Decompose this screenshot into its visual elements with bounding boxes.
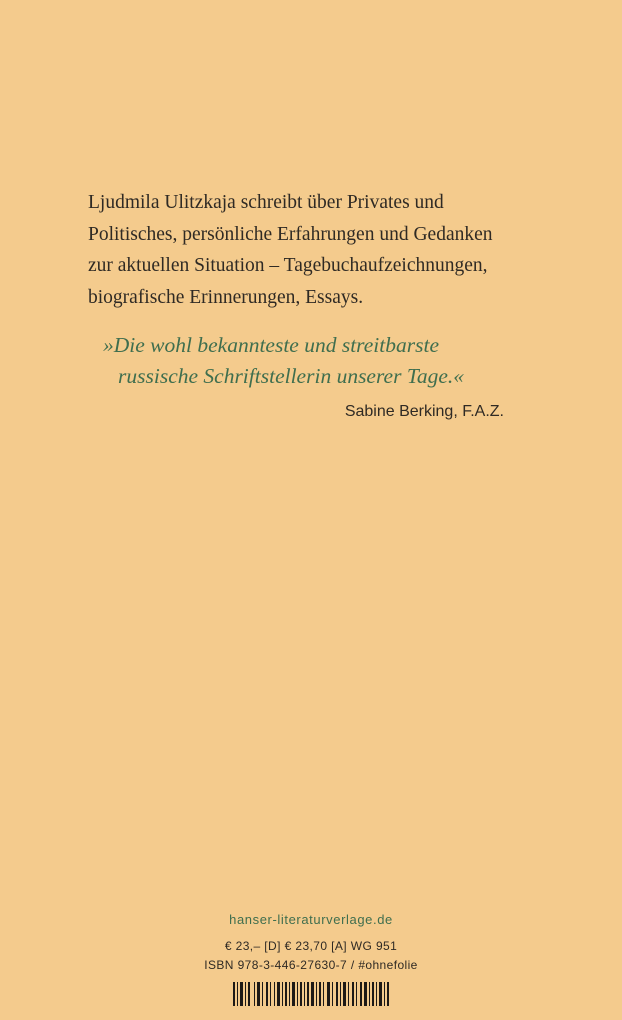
press-quote (103, 330, 563, 392)
quote-line: russische Schriftstellerin unserer Tage.« (118, 364, 464, 388)
isbn-info: ISBN 978-3-446-27630-7 / #ohnefolie (204, 958, 418, 972)
quote-line: »Die wohl bekannteste und streitbarste (103, 333, 439, 357)
publisher-website: hanser-literaturverlage.de (229, 912, 393, 927)
blurb-line: Ljudmila Ulitzkaja schreibt über Privates und (88, 192, 444, 213)
quote-attribution: Sabine Berking, F.A.Z. (344, 403, 504, 420)
blurb-line: Politisches, persönliche Erfahrungen und Gedanken (88, 223, 493, 245)
back-cover-blurb (88, 187, 558, 313)
price-info: € 23,– [D] € 23,70 [A] WG 951 (224, 939, 398, 953)
barcode-icon (233, 982, 389, 1006)
blurb-line: zur aktuellen Situation – Tagebuchaufzeichnungen, (88, 255, 488, 276)
blurb-line: biografische Erinnerungen, Essays. (88, 286, 364, 308)
